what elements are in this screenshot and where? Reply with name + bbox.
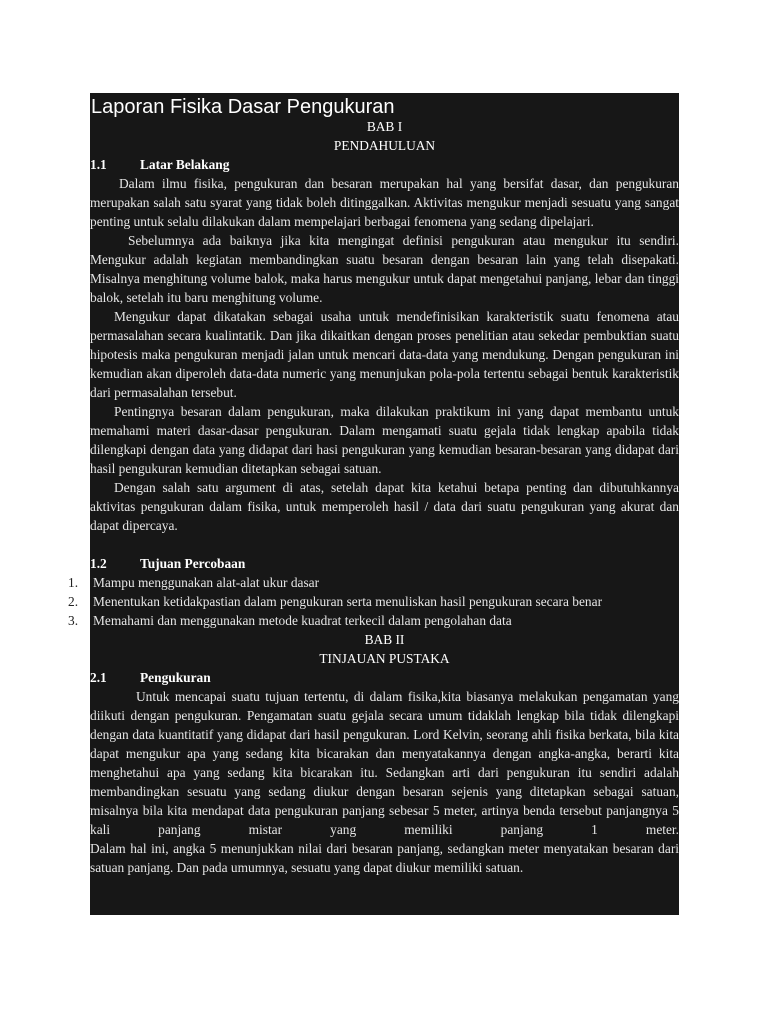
document-title: Laporan Fisika Dasar Pengukuran (91, 96, 395, 118)
list-number: 1. (68, 573, 90, 592)
paragraph: Dalam hal ini, angka 5 menunjukkan nilai dari besaran panjang, sedangkan meter menyatakan besaran dari satuan panjang. Dan pada umumnya, sesuatu yang dapat diukur memiliki satuan. (90, 841, 679, 875)
section-number: 2.1 (90, 670, 107, 685)
list-text: Menentukan ketidakpastian dalam pengukuran serta menuliskan hasil pengukuran secara benar (93, 594, 603, 609)
list-number: 2. (68, 592, 90, 611)
chapter-1-title: PENDAHULUAN (333, 138, 436, 153)
section-2-1-heading (90, 668, 679, 687)
paragraph: Dalam ilmu fisika, pengukuran dan besaran merupakan hal yang bersifat dasar, dan pengukuran merupakan salah satu syarat yang tidak boleh ditinggalkan. Aktivitas mengukur menjadi sesuatu yang sangat penting untuk selalu dilakukan dalam mempelajari berbagai fenomena yang sedang dipelajari. (90, 176, 679, 229)
section-title: Latar Belakang (140, 157, 230, 172)
objectives-list (68, 573, 679, 630)
chapter-2-label: BAB II (364, 632, 405, 647)
list-item (68, 592, 679, 611)
section-title: Tujuan Percobaan (140, 556, 246, 571)
list-number: 3. (68, 611, 90, 630)
chapter-2-title: TINJAUAN PUSTAKA (319, 651, 450, 666)
paragraph: Untuk mencapai suatu tujuan tertentu, di dalam fisika,kita biasanya melakukan pengamatan yang diikuti dengan pengukuran. Pengamatan suatu gejala secara umum tidaklah lengkap bila tidak dilengkapi dengan data kuantitatif yang didapat dari hasil pengukuran. Lord Kelvin, seorang ahli fisika berkata, bila kita dapat mengukur apa yang sedang kita bicarakan dan menyatakannya dengan angka-angka, berarti kita menghetahui apa yang sedang kita bicarakan itu. Sedangkan arti dari pengukuran itu sendiri adalah membandingkan sesuatu yang sedang diukur dengan besaran sejenis yang ditetapkan sebagai satuan, misalnya bila kita mendapat data pengukuran panjang sebesar 5 meter, artinya benda tersebut panjangnya 5 kali panjang mistar yang memiliki panjang 1 meter. (90, 689, 679, 837)
paragraph: Pentingnya besaran dalam pengukuran, maka dilakukan praktikum ini yang dapat membantu untuk memahami materi dasar-dasar pengukuran. Dalam mengamati suatu gejala tidak lengkap apabila tidak dilengkapi dengan data yang didapat dari hasi pengukuran yang kemudian besaran-besaran yang didapat dari hasil pengukuran kemudian ditetapkan sebagai satuan. (90, 404, 679, 476)
list-item (68, 573, 679, 592)
document-page (68, 93, 679, 915)
section-1-2-heading (90, 554, 679, 573)
list-text: Mampu menggunakan alat-alat ukur dasar (93, 575, 320, 590)
chapter-1-label: BAB I (366, 119, 403, 134)
paragraph: Dengan salah satu argument di atas, setelah dapat kita ketahui betapa penting dan dibutuhkannya aktivitas pengukuran dalam fisika, untuk memperoleh hasil / data dari suatu pengukuran yang akurat dan dapat dipercaya. (90, 480, 679, 533)
section-number: 1.1 (90, 157, 107, 172)
list-text: Memahami dan menggunakan metode kuadrat terkecil dalam pengolahan data (93, 613, 512, 628)
paragraph: Mengukur dapat dikatakan sebagai usaha untuk mendefinisikan karakteristik suatu fenomena atau permasalahan secara kualintatik. Dan jika dikaitkan dengan proses penelitian atau sekedar pembuktian suatu hipotesis maka pengukuran menjadi jalan untuk mencari data-data yang mendukung. Dengan pengukuran ini kemudian akan diperoleh data-data numeric yang menunjukan pola-pola tertentu sebagai bentuk karakteristik dari permasalahan tersebut. (90, 309, 679, 400)
section-1-1-heading (90, 155, 679, 174)
list-item (68, 611, 679, 630)
section-number: 1.2 (90, 556, 107, 571)
paragraph: Sebelumnya ada baiknya jika kita mengingat definisi pengukuran atau mengukur itu sendiri. Mengukur adalah kegiatan membandingkan suatu besaran dengan besaran lain yang telah disepakati. Misalnya menghitung volume balok, maka harus mengukur untuk dapat mengetahui panjang, lebar dan tinggi balok, setelah itu baru menghitung volume. (90, 233, 679, 305)
section-title: Pengukuran (140, 670, 211, 685)
